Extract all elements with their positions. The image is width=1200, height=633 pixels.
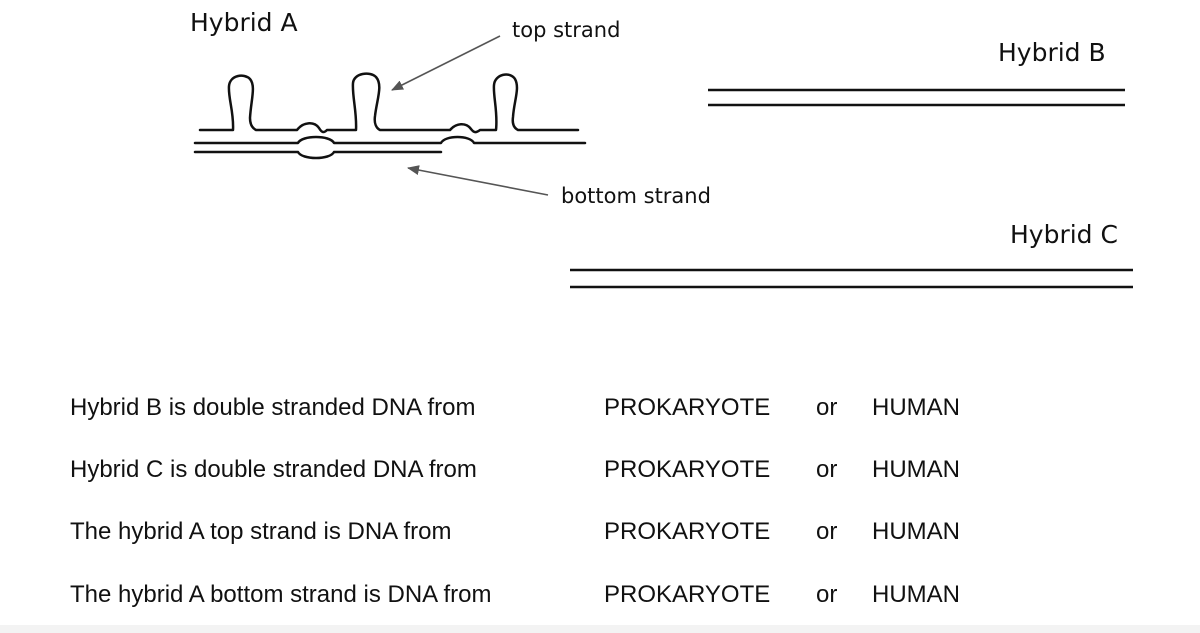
hybrid-c-molecule bbox=[570, 270, 1133, 287]
question-text: The hybrid A top strand is DNA from bbox=[70, 518, 452, 545]
top-strand-label: top strand bbox=[512, 18, 621, 42]
or-separator: or bbox=[816, 518, 838, 545]
top-strand-arrow bbox=[392, 36, 500, 90]
option-prokaryote[interactable]: PROKARYOTE bbox=[604, 581, 771, 608]
bottom-strand-label: bottom strand bbox=[561, 184, 711, 208]
hybrid-a-molecule bbox=[195, 74, 585, 158]
option-prokaryote[interactable]: PROKARYOTE bbox=[604, 394, 771, 421]
option-prokaryote[interactable]: PROKARYOTE bbox=[604, 456, 771, 483]
hybrid-a-label: Hybrid A bbox=[190, 8, 298, 37]
hybrid-b-molecule bbox=[708, 90, 1125, 105]
question-row bbox=[0, 456, 1200, 496]
hybrid-b-label: Hybrid B bbox=[998, 38, 1106, 67]
question-row bbox=[0, 518, 1200, 558]
question-text: Hybrid B is double stranded DNA from bbox=[70, 394, 476, 421]
option-human[interactable]: HUMAN bbox=[872, 394, 960, 421]
option-human[interactable]: HUMAN bbox=[872, 518, 960, 545]
or-separator: or bbox=[816, 456, 838, 483]
question-text: Hybrid C is double stranded DNA from bbox=[70, 456, 477, 483]
bottom-strand-arrow bbox=[408, 168, 548, 195]
question-text: The hybrid A bottom strand is DNA from bbox=[70, 581, 492, 608]
hybrid-a-duplex-lower bbox=[195, 152, 441, 158]
bottom-edge-bar bbox=[0, 625, 1200, 633]
option-prokaryote[interactable]: PROKARYOTE bbox=[604, 518, 771, 545]
question-row bbox=[0, 581, 1200, 621]
hybrid-a-top-strand bbox=[200, 74, 578, 133]
or-separator: or bbox=[816, 394, 838, 421]
hybrid-a-duplex-upper bbox=[195, 137, 585, 143]
question-row bbox=[0, 394, 1200, 434]
or-separator: or bbox=[816, 581, 838, 608]
option-human[interactable]: HUMAN bbox=[872, 456, 960, 483]
option-human[interactable]: HUMAN bbox=[872, 581, 960, 608]
hybrid-c-label: Hybrid C bbox=[1010, 220, 1118, 249]
